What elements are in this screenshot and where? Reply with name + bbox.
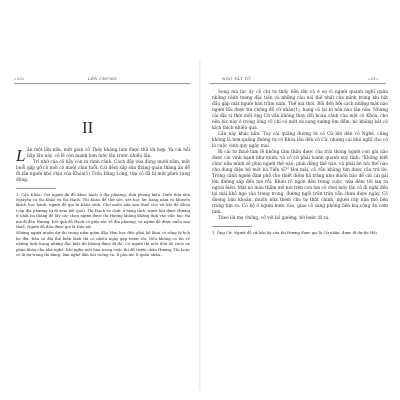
left-footnote-1: 1. Cậu Khóa: Gọi người đã đỗ khoa hạch ở địa phương, thời phong kiến. Dưới thời nhà Nguyễn có thi Khảo và thi Hạch. Thi Khảo để thử sức, xét học lực hàng năm và khuyến khích học hành; người đỗ gọi là Khóa sinh. Cho miễn nửa sưu thuế cho tới khi đỗ Khóa (cấp địa phương tự đi xem kết quả). Thi Hạch và chức ở hàng tỉnh, trước khi được Hương ít nhất ba tháng để lấy các chọn người được thi Hương không không tính vào việc học thi mà đi đến Hương. Kết quả đỗ Hạch có giấy xác về địa phương, và người đỗ được miễn sưu thuế. Người đỗ đầu được gọi là Đầu xứ.	[16, 191, 190, 230]
left-page-number: «20»	[14, 76, 25, 81]
left-footnotes	[16, 192, 190, 258]
left-footnote-2: Những người muốn dự thi trong niên giám đậu Hàn học đều phải kê khai có sống lý lịch ba đời. Đâu có đời thế hiền lành thì có nhiều ngày gặp trước tôi. Nếu không có tín về những tình trạng những đặc biệt thì không được đi thi. Có người thì một thời lối cách ơn phần khóa cho nhà nghề. Khi nghe một hàn trong cuộc thi đổ trước chân Hương, Thi hoặc có lệ dự trong thi bằng, làm nghề dân hát tuồng ca, lí phu nữ, lí quân nhân...	[16, 230, 190, 258]
left-paragraph-1	[16, 146, 190, 165]
right-header-rule	[210, 83, 386, 84]
right-page	[200, 0, 400, 400]
right-paragraph-2: Lần này khác hẳn. Tuy cái quãng đường từ cô Cử lên đến cô Nghè, cũng không là hơn quãng đường từ cô Khóa lên đến cô Cử, nhưng cái khó nghĩ cho cô là cuộc vinh quy ngày mai.	[212, 132, 388, 149]
chapter-title: II	[82, 118, 94, 137]
left-footnote-rule	[16, 188, 56, 189]
left-header-rule	[14, 83, 190, 84]
left-running-head: LÊN CHÙNG	[88, 76, 117, 81]
right-body-text	[212, 90, 388, 236]
right-paragraph-1: Song mà lúc ấy cô chỉ tự thấy bẽn lẽn và e sợ vì người quanh nghĩ quân những cảnh tượng đặc tiền và những câu nói thế nhất của mình trong khi bắt đầu gặp mặt người bạn trăm năm. Thế mà thôi. Rồi đến bởi cách những mặt nào người lấu được tin chồng đỗ cử nhân(1), hang cô lại bị nôn nao lần nữa. Nhưng cái địa vị thời một ông Cử vẫn không thay đổi hoàn cảnh của một cô Khóa, cho nên lúc này ở trong lòng cô chỉ có một sự sung sướng êm đềm, nó không bắt cô kích thích nhiều quá.	[212, 90, 388, 131]
left-paragraph-2: Trí nhớ của cô hãy còn in rành rành. Cách đây vừa đúng mười năm, một buổi gặp gỡ cô mới có mười chín tuổi. Cái đêm sắp sửa tháng quán thăng ăn để đi lần người khó chịu của Khóa(1) Trần Đăng Long, tim cô đã bị một phen rung động.	[16, 160, 190, 183]
right-running-head: NGỌ TẤT TỐ	[222, 76, 251, 81]
left-body-text	[16, 148, 190, 258]
right-paragraph-4: Theo lời mẹ chồng, cô với bỏ giường, bờ bước đi ra.	[218, 216, 330, 221]
right-paragraph-3: Bị cái tư thuở tâm lẽ không tâm thân được của trái thông người con gái nào được cái vinh hạnh như mình, và cô cử phải loanh quanh suy tính: "Không biết chức nữa mình sẽ phải người thế nào, phải đứng thế nào, và phải ăn nói thế nào cho đúng điệu bộ một bà Tiến sĩ?" Hơi mãi, cô vẫn không tìm được câu trả lời. Trông cảnh người đằm phố cho thiết điềm hả trăng như muốn báo để cắt cái gái lớn đường sắp đến nơi rồi. Khứu rõ ngon đèn trong cuộc, nửa đêm tối lan ra ngoài hiên. Mặt nó màu thẫm mồ mờ trên con lợn cô chơi mấy lần cô đi nghĩ đến lại mái khô ngó vào trong trong, đường ngồi trên trán vẫn chưa được ngày. Cô đương bán khoán, muốn nửa thèm cho tự thật chính, người ráp nữa mở bên trong tim ra. Có bộ ở người bước vào, giao cô sang phòng bên kia công ăn cơm tam.	[212, 150, 389, 215]
right-footnotes	[212, 230, 388, 235]
right-page-number: «21»	[368, 76, 379, 81]
drop-cap: L	[16, 146, 26, 165]
right-footnote-rule	[212, 226, 252, 227]
right-footnote-1: 1. Ông Cử: Người đỗ cử hồn kỳ của thi Hương được gọi là Cử nhân, được đi dự thi Hội.	[212, 229, 378, 235]
left-paragraph-1-text: ần một lần nữa, một gian cô Thêy không làm được thử lời hợp. Và cái hồi hộp lần này, cô lẽ còn mạnh hơn mấy lần trước nhiều lần.	[26, 148, 190, 159]
